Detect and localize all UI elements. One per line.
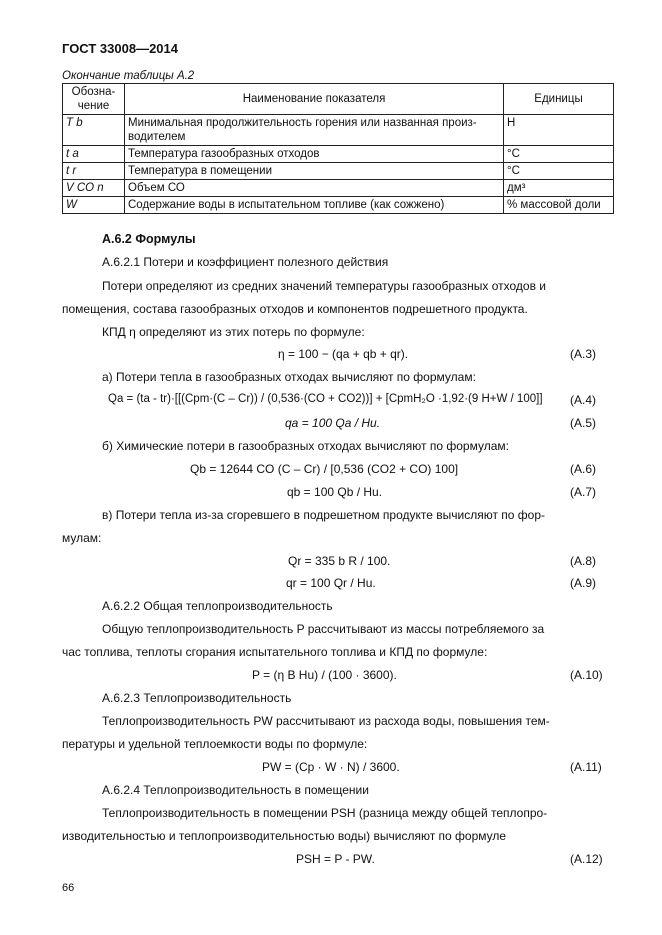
paragraph-line: Теплопроизводительность PW рассчитывают из расхода воды, повышения тем- bbox=[102, 714, 550, 728]
formula: Qb = 12644 CO (C – Cr) / [0,536 (CO2 + CO) 100] bbox=[190, 462, 459, 476]
paragraph-line: пературы и удельной теплоемкости воды по формуле: bbox=[62, 737, 368, 751]
formula: Qr = 335 b R / 100. bbox=[288, 554, 391, 568]
page-number: 66 bbox=[62, 882, 75, 894]
table-caption: Окончание таблицы А.2 bbox=[62, 70, 195, 82]
formula: Qa = (ta - tr)·[[(Cpm·(C – Cr)) / (0,536·(CO + CO2))] + [CpmH₂O ·1,92·(9 H+W / 100]] bbox=[108, 393, 543, 405]
formula: PSH = P - PW. bbox=[296, 852, 375, 866]
subsection-title: А.6.2.2 Общая теплопроизводительность bbox=[102, 599, 333, 613]
formula-number: (А.9) bbox=[570, 576, 597, 590]
table-row bbox=[63, 115, 614, 146]
formula: qb = 100 Qb / Hu. bbox=[287, 485, 383, 499]
formula: η = 100 − (qa + qb + qr). bbox=[278, 347, 409, 361]
paragraph-line: Общую теплопроизводительность P рассчитывают из массы потребляемого за bbox=[102, 622, 545, 636]
section-title: А.6.2 Формулы bbox=[102, 232, 196, 246]
paragraph-line: час топлива, теплоты сгорания испытательного топлива и КПД по формуле: bbox=[62, 645, 488, 659]
subsection-title: А.6.2.3 Теплопроизводительность bbox=[102, 691, 292, 705]
cell-unit: °С bbox=[504, 163, 614, 180]
col-header-symbol: Обозна-чение bbox=[63, 84, 125, 115]
cell-name: Минимальная продолжительность горения или названная произ-водителем bbox=[125, 115, 504, 146]
paragraph-line: мулам: bbox=[62, 531, 102, 545]
cell-name: Объем СО bbox=[125, 180, 504, 197]
formula-number: (А.6) bbox=[570, 462, 597, 476]
formula-number: (А.5) bbox=[570, 416, 597, 430]
paragraph-line: КПД η определяют из этих потерь по формуле: bbox=[102, 325, 365, 339]
col-header-name: Наименование показателя bbox=[125, 84, 504, 115]
cell-symbol: W bbox=[63, 197, 125, 214]
cell-symbol: t a bbox=[63, 146, 125, 163]
formula-number: (А.12) bbox=[570, 852, 603, 866]
symbols-table bbox=[62, 83, 614, 214]
cell-name: Температура в помещении bbox=[125, 163, 504, 180]
formula-number: (А.10) bbox=[570, 668, 603, 682]
paragraph-line: б) Химические потери в газообразных отходах вычисляют по формулам: bbox=[102, 439, 509, 453]
formula: qa = 100 Qa / Hu. bbox=[285, 416, 381, 430]
cell-name: Температура газообразных отходов bbox=[125, 146, 504, 163]
table-row bbox=[63, 163, 614, 180]
cell-symbol: T b bbox=[63, 115, 125, 146]
formula-number: (А.4) bbox=[570, 393, 597, 407]
paragraph-line: а) Потери тепла в газообразных отходах вычисляют по формулам: bbox=[102, 370, 476, 384]
table-header-row bbox=[63, 84, 614, 115]
cell-symbol: V CO n bbox=[63, 180, 125, 197]
table-row bbox=[63, 180, 614, 197]
cell-unit: дм³ bbox=[504, 180, 614, 197]
paragraph-line: Потери определяют из средних значений температуры газообразных отходов и bbox=[102, 279, 546, 293]
table-row bbox=[63, 146, 614, 163]
paragraph-line: помещения, состава газообразных отходов и компонентов подрешетного продукта. bbox=[62, 302, 528, 316]
cell-unit: °С bbox=[504, 146, 614, 163]
cell-symbol: t r bbox=[63, 163, 125, 180]
cell-name: Содержание воды в испытательном топливе (как сожжено) bbox=[125, 197, 504, 214]
subsection-title: А.6.2.4 Теплопроизводительность в помещении bbox=[102, 783, 369, 797]
paragraph-line: Теплопроизводительность в помещении PSH (разница между общей теплопро- bbox=[102, 806, 548, 820]
formula-number: (А.7) bbox=[570, 485, 597, 499]
formula: P = (η B Hu) / (100 · 3600). bbox=[252, 668, 397, 682]
subsection-title: А.6.2.1 Потери и коэффициент полезного действия bbox=[102, 255, 389, 269]
paragraph-line: изводительностью и теплопроизводительностью воды) вычисляют по формуле bbox=[62, 829, 507, 843]
table-row bbox=[63, 197, 614, 214]
formula-number: (А.3) bbox=[570, 347, 597, 361]
formula-number: (А.11) bbox=[570, 760, 602, 774]
formula: qr = 100 Qr / Hu. bbox=[286, 576, 376, 590]
document-header: ГОСТ 33008—2014 bbox=[62, 41, 178, 56]
cell-unit: Н bbox=[504, 115, 614, 146]
paragraph-line: в) Потери тепла из-за сгоревшего в подрешетном продукте вычисляют по фор- bbox=[102, 508, 546, 522]
formula: PW = (Cp · W · N) / 3600. bbox=[262, 760, 400, 774]
formula-number: (А.8) bbox=[570, 554, 597, 568]
col-header-unit: Единицы bbox=[504, 84, 614, 115]
cell-unit: % массовой доли bbox=[504, 197, 614, 214]
